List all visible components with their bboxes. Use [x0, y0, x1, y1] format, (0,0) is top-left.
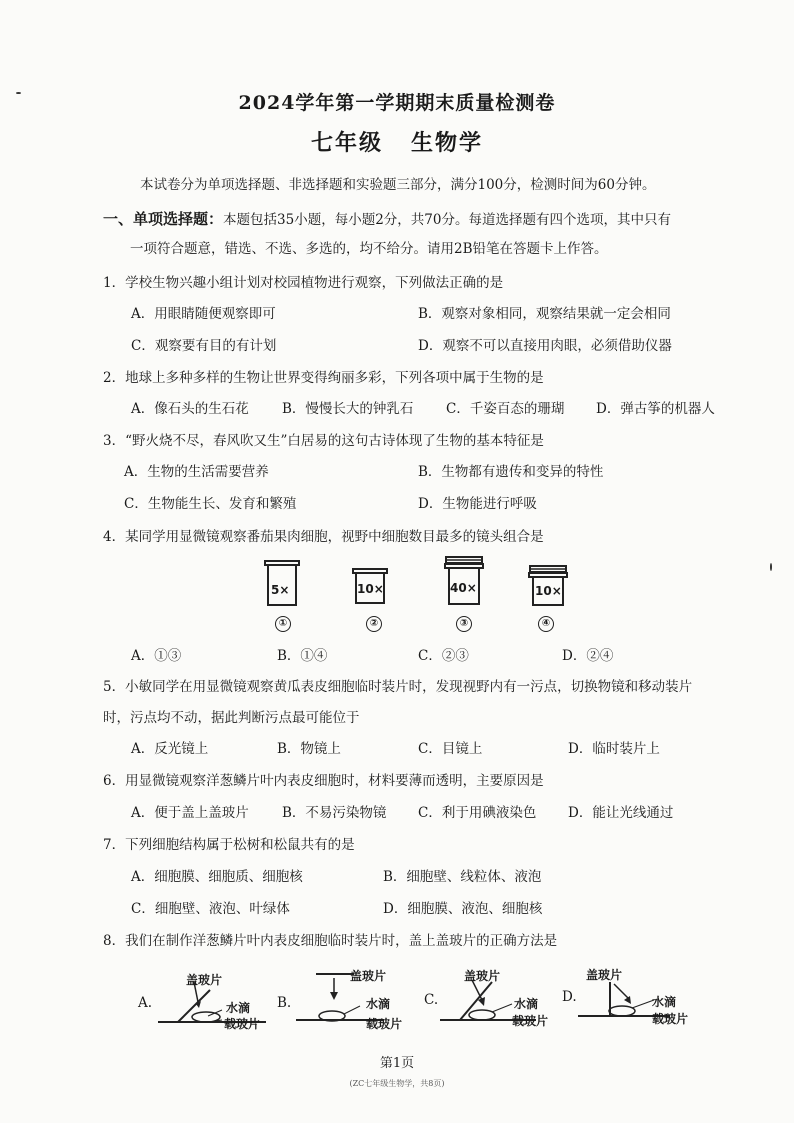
- intro-text: 本试卷分为单项选择题、非选择题和实验题三部分，满分100分，检测时间为60分钟。: [140, 177, 656, 193]
- q8d-slide-label: 载玻片: [652, 1012, 689, 1026]
- q1-option-c: C．观察要有目的有计划: [131, 338, 277, 354]
- q1-option-a: A．用眼睛随便观察即可: [131, 306, 276, 322]
- exam-title: 2024学年第一学期期末质量检测卷: [238, 92, 556, 114]
- section1-desc: 本题包括35小题，每小题2分，共70分。每道选择题有四个选项，其中只有: [223, 212, 671, 228]
- lens-1-magnification: 5×: [271, 583, 290, 597]
- q6-option-a: A．便于盖上盖玻片: [131, 805, 249, 821]
- q8b-water-label: 水滴: [366, 997, 391, 1011]
- q4-option-b: B．①④: [277, 648, 328, 664]
- q2-option-d: D．弹古筝的机器人: [596, 401, 715, 417]
- q7-option-b: B．细胞壁、线粒体、液泡: [383, 869, 542, 885]
- question-8-stem: 8．我们在制作洋葱鳞片叶内表皮细胞临时装片时，盖上盖玻片的正确方法是: [103, 933, 558, 949]
- question-5-stem-line2: 时，污点均不动，据此判断污点最可能位于: [103, 710, 360, 726]
- page-number: 第1页: [379, 1056, 415, 1071]
- q5-option-b: B．物镜上: [277, 741, 341, 757]
- q2-option-c: C．千姿百态的珊瑚: [446, 401, 565, 417]
- question-1-stem: 1．学校生物兴趣小组计划对校园植物进行观察，下列做法正确的是: [103, 275, 504, 291]
- q8d-water-label: 水滴: [652, 995, 677, 1009]
- q8d-coverslip-label: 盖玻片: [586, 968, 623, 982]
- q5-option-c: C．目镜上: [418, 741, 483, 757]
- q8-option-a: A.: [138, 995, 153, 1011]
- q1-option-b: B．观察对象相同，观察结果就一定会相同: [418, 306, 671, 322]
- q5-option-d: D．临时装片上: [568, 741, 660, 757]
- lens-2-number: ②: [366, 616, 382, 632]
- q3-option-b: B．生物都有遗传和变异的特性: [418, 464, 604, 480]
- q3-option-c: C．生物能生长、发育和繁殖: [124, 496, 297, 512]
- q8b-slide-label: 载玻片: [366, 1017, 403, 1031]
- q3-option-a: A．生物的生活需要营养: [124, 464, 269, 480]
- q8a-coverslip-label: 盖玻片: [186, 973, 223, 987]
- q6-option-c: C．利于用碘液染色: [418, 805, 537, 821]
- q4-option-a: A．①③: [131, 648, 182, 664]
- q5-option-a: A．反光镜上: [131, 741, 209, 757]
- q1-option-d: D．观察不可以直接用肉眼，必须借助仪器: [418, 338, 672, 354]
- q7-option-a: A．细胞膜、细胞质、细胞核: [131, 869, 303, 885]
- scan-speck: [770, 563, 772, 571]
- q8-option-c: C.: [424, 992, 439, 1008]
- lens-1-number: ①: [275, 616, 291, 632]
- question-3-stem: 3．“野火烧不尽，春风吹又生”白居易的这句古诗体现了生物的基本特征是: [103, 433, 544, 449]
- q8b-coverslip-label: 盖玻片: [350, 969, 387, 983]
- q8-option-b: B.: [277, 995, 292, 1011]
- q8c-slide-label: 载玻片: [512, 1014, 549, 1028]
- lens-3-number: ③: [456, 616, 472, 632]
- q7-option-c: C．细胞壁、液泡、叶绿体: [131, 901, 290, 917]
- q6-option-b: B．不易污染物镜: [282, 805, 387, 821]
- section1-line1: [103, 210, 671, 229]
- q8c-water-label: 水滴: [514, 997, 539, 1011]
- lens-4-number: ④: [538, 616, 554, 632]
- q2-option-a: A．像石头的生石花: [131, 401, 249, 417]
- q8-option-d: D.: [562, 989, 577, 1005]
- question-4-stem: 4．某同学用显微镜观察番茄果肉细胞，视野中细胞数目最多的镜头组合是: [103, 529, 544, 545]
- q8a-slide-label: 载玻片: [224, 1017, 261, 1031]
- subject-label: 生物学: [411, 130, 484, 156]
- lens-4-magnification: 10×: [535, 584, 562, 598]
- q7-option-d: D．细胞膜、液泡、细胞核: [383, 901, 543, 917]
- q8c-coverslip-label: 盖玻片: [464, 969, 501, 983]
- grade-label: 七年级: [310, 130, 383, 156]
- lens-2-magnification: 10×: [357, 582, 384, 596]
- section1-line2: 一项符合题意，错选、不选、多选的，均不给分。请用2B铅笔在答题卡上作答。: [130, 241, 608, 257]
- question-7-stem: 7．下列细胞结构属于松树和松鼠共有的是: [103, 837, 355, 853]
- q3-option-d: D．生物能进行呼吸: [418, 496, 537, 512]
- q4-option-c: C．②③: [418, 648, 469, 664]
- page-footnote: (ZC七年级生物学，共8页): [349, 1079, 445, 1088]
- lens-3-magnification: 40×: [450, 581, 477, 595]
- question-5-stem-line1: 5．小敏同学在用显微镜观察黄瓜表皮细胞临时装片时，发现视野内有一污点，切换物镜和移动装片: [103, 679, 693, 695]
- q2-option-b: B．慢慢长大的钟乳石: [282, 401, 414, 417]
- section1-heading: 一、单项选择题：: [103, 210, 224, 228]
- q8a-water-label: 水滴: [226, 1001, 251, 1015]
- q4-option-d: D．②④: [562, 648, 614, 664]
- exam-subtitle: [0, 126, 794, 157]
- question-6-stem: 6．用显微镜观察洋葱鳞片叶内表皮细胞时，材料要薄而透明，主要原因是: [103, 773, 544, 789]
- q6-option-d: D．能让光线通过: [568, 805, 674, 821]
- question-2-stem: 2．地球上多种多样的生物让世界变得绚丽多彩，下列各项中属于生物的是: [103, 370, 544, 386]
